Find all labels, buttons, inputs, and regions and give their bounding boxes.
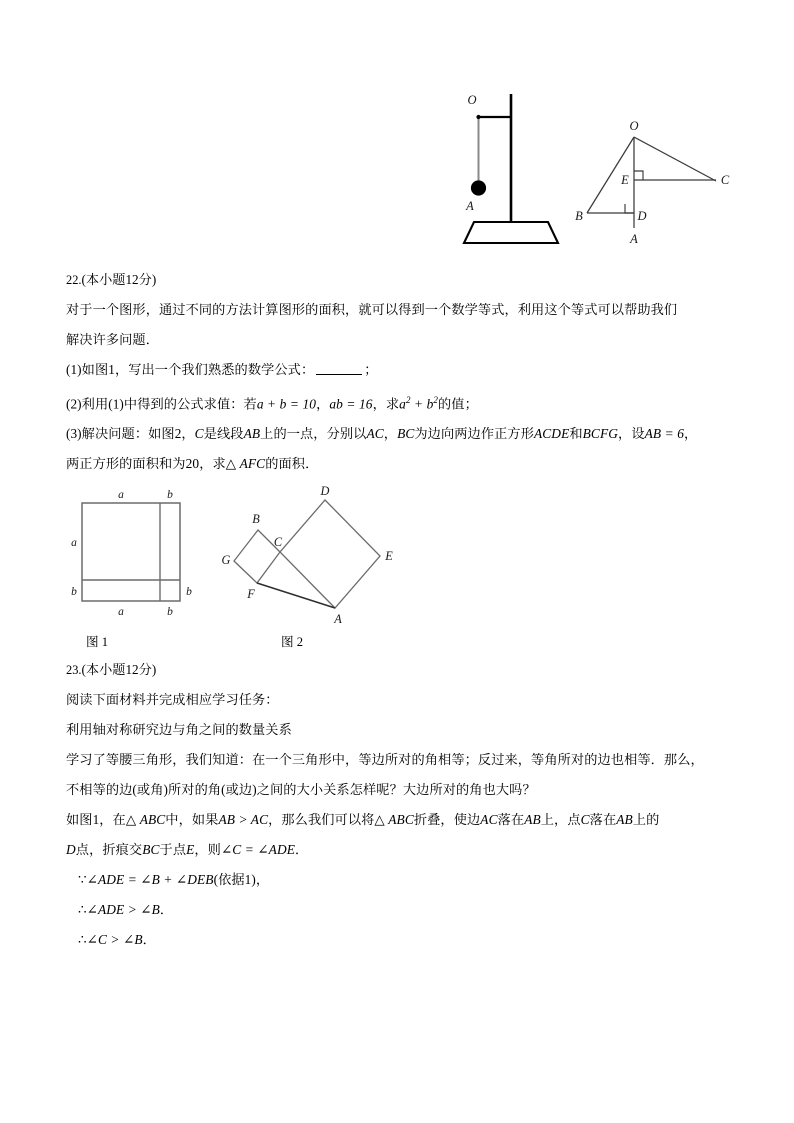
q22-t6: ，设 [618,426,645,442]
q22-seg-ac: AC [366,426,384,442]
q23-line-4: 不相等的边(或角)所对的角(或边)之间的大小关系怎样呢？大边所对的角也大吗？ [66,782,536,797]
q23-line-5 [66,805,756,835]
q22-triangle-afc: △ AFC [225,456,266,472]
q23-seg-ac: AC [480,812,498,827]
q22-t2: 上的一点，分别以 [260,426,367,442]
triangle-label-b: B [575,209,583,223]
q23-line-6 [66,835,756,865]
q23-number: 23. [66,663,82,677]
q23-line-1: 阅读下面材料并完成相应学习任务： [66,692,279,707]
q22-t7: ， [684,426,698,442]
q23-ineq-ade-b: ∠ADE > ∠B [86,902,160,917]
q23-heading [66,655,756,685]
q23-l7-p: ， [255,872,270,887]
q23-l8-p: ． [159,902,174,917]
q23-l5-p7: 落在 [589,812,617,827]
q23-line-8 [66,895,756,925]
q22-sum-value: 20 [185,456,200,472]
q22-part1-suffix: ； [364,362,378,377]
q23-because-symbol-1: ∵ [78,872,87,887]
q22-square-acde: ACDE [533,426,570,442]
pendulum-label-o: O [467,93,477,107]
q22-marks: (本小题12分) [81,272,157,287]
answer-blank-1[interactable] [316,374,362,375]
figure-1-caption: 图 1 [86,635,109,649]
fig1-label-left-b: b [71,586,77,598]
fig2-label-b: B [252,512,260,526]
q23-point-d: D [66,842,76,857]
q23-seg-bc: BC [142,842,160,857]
q23-l6-p3: ，则 [194,842,221,857]
q22-intro-line-2: 解决许多问题． [66,332,160,347]
q22-part-1 [66,355,756,385]
q23-eq-ade-sum: ∠ADE = ∠B + ∠DEB [86,872,214,887]
fig2-label-e: E [385,549,393,563]
q23-point-c: C [580,812,590,827]
q22-line2-suffix: 的面积． [265,456,319,472]
fig2-label-g: G [221,553,231,567]
q22-eq-a-sq: a [399,396,406,412]
figure-1-square [71,489,192,618]
triangle-label-o: O [629,119,639,133]
q23-l5-p5: 落在 [497,812,525,827]
triangle-label-d: D [637,209,647,223]
q22-part-3-line-2 [66,449,756,479]
q23-l5-p4: 折叠，使边 [413,812,481,827]
q22-eq-plus-b: + b [410,396,434,412]
q23-line-7 [66,865,756,895]
triangle-label-e: E [621,173,629,187]
q22-line2-mid: ，求 [199,456,226,472]
triangle-label-c: C [720,173,730,187]
q22-point-c: C [194,426,204,442]
q22-sep-2: ，求 [372,396,400,412]
q22-square-bcfg: BCFG [582,426,619,442]
q22-part2-prefix: (2)利用(1)中得到的公式求值：若 [66,396,257,412]
q23-reason-1: (依据1) [213,872,256,887]
fig1-label-top-b: b [167,489,173,501]
question-22-block [66,265,756,479]
q23-l5-p2: 中，如果 [165,812,219,827]
q23-l5-p8: 上的 [632,812,660,827]
q23-seg-ab-1: AB [524,812,541,827]
q22-part1-prefix: (1)如图1，写出一个我们熟悉的数学公式： [66,362,315,377]
triangle-label-a: A [630,232,638,246]
q23-ineq-ab-ac: AB > AC [218,812,269,827]
fig1-label-bottom-a: a [118,606,124,618]
pendulum-figure [464,93,558,243]
middle-figures-svg [66,482,466,652]
q22-line2-prefix: 两正方形的面积和为 [66,456,186,472]
q22-ab-value: AB = 6 [644,426,684,442]
q23-therefore-symbol-2: ∴ [78,932,87,947]
q22-part3-prefix: (3)解决问题：如图2， [66,426,195,442]
q22-exp-1: 2 [405,395,411,405]
fig2-label-c: C [273,535,283,549]
q23-seg-ab-2: AB [616,812,633,827]
q23-l6-p4: ． [295,842,309,857]
q22-t3: ， [383,426,398,442]
q23-l5-p6: 上，点 [540,812,581,827]
triangle-figure [575,119,730,246]
top-figures-group [430,80,760,255]
q23-line-3: 学习了等腰三角形，我们知道：在一个三角形中，等边所对的角相等；反过来，等角所对的边也相等．那么， [66,752,704,767]
fig1-label-right-b: b [186,586,192,598]
q22-t5: 和 [569,426,583,442]
top-figures-svg [430,80,760,255]
q22-intro-line-1: 对于一个图形，通过不同的方法计算图形的面积，就可以得到一个数学等式，利用这个等式可以帮助我们 [66,302,678,317]
fig2-label-d: D [320,484,330,498]
q23-eq-c-ade: ∠C = ∠ADE [220,842,296,857]
fig2-label-f: F [247,587,255,601]
fig1-label-top-a: a [118,489,124,501]
q23-l5-p1: 如图1，在 [66,812,126,827]
q22-heading [66,265,756,295]
q22-t1: 是线段 [203,426,244,442]
fig1-label-bottom-b: b [167,606,173,618]
q23-ineq-c-b: ∠C > ∠B [86,932,143,947]
q22-eq-a-plus-b: a + b = 10 [256,396,317,412]
q23-tri-abc-1: △ ABC [125,812,166,827]
q22-part-2 [66,385,756,419]
fig2-label-a: A [334,612,342,626]
q22-t4: 为边向两边作正方形 [414,426,534,442]
q23-l5-p3: ，那么我们可以将 [268,812,375,827]
pendulum-label-a: A [466,199,474,213]
q22-seg-bc: BC [397,426,415,442]
q22-number: 22. [66,273,82,287]
figure-2-caption: 图 2 [281,635,304,649]
q23-point-e: E [186,842,195,857]
q23-l6-p1: 点，折痕交 [75,842,143,857]
q23-line-2: 利用轴对称研究边与角之间的数量关系 [66,722,292,737]
middle-figures-group [66,482,466,652]
figure-2-squares [222,484,394,626]
fig1-label-left-a: a [71,537,77,549]
q23-l9-p: ． [142,932,156,947]
q23-l6-p2: 于点 [159,842,187,857]
q23-marks: (本小题12分) [81,662,157,677]
question-23-block [66,655,756,955]
q23-line-9 [66,925,756,955]
q22-seg-ab: AB [243,426,261,442]
q22-part-3-line-1 [66,419,756,449]
q22-exp-2: 2 [433,395,438,405]
q23-therefore-symbol-1: ∴ [78,902,87,917]
q22-eq-ab: ab = 16 [329,396,373,412]
q22-sep-1: ， [316,396,330,412]
q22-part2-suffix: 的值； [438,396,478,412]
q23-tri-abc-2: △ ABC [374,812,414,827]
